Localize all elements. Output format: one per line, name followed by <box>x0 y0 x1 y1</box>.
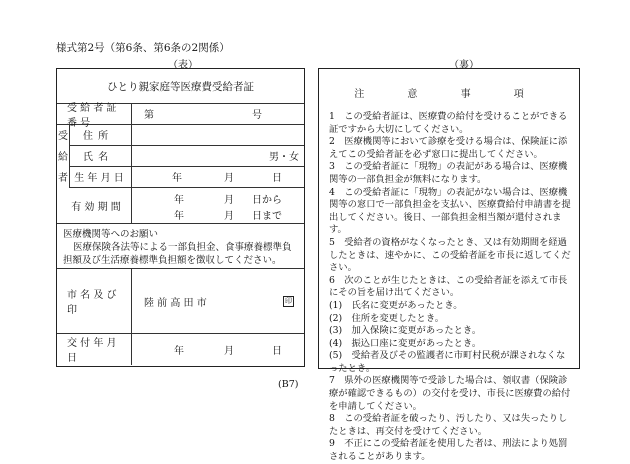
note-6-3: (3) 加入保険に変更があったとき。 <box>329 325 482 337</box>
certificate-front <box>56 68 305 367</box>
notes-title: 注 意 事 項 <box>354 89 544 100</box>
recipient-number-label: 受 給 者 証 番 号 <box>57 103 132 124</box>
name-label: 氏 名 <box>69 145 132 166</box>
birth-date-row: 生 年 月 日 年 月 日 <box>69 166 304 188</box>
recipient-number-row <box>57 102 304 129</box>
note-5: 5 受給者の資格がなくなったとき、又は有効期間を経過したときは、速やかに、この受給者証を市長に返してください。 <box>329 236 571 274</box>
recipient-number-prefix: 第 <box>144 110 154 121</box>
validity-to: 日まで <box>252 211 282 222</box>
name-row <box>69 145 304 167</box>
front-side-label: （表） <box>168 60 198 71</box>
certificate-title: ひとり親家庭等医療費受給者証 <box>57 69 304 104</box>
gender-choice: 男・女 <box>269 152 299 163</box>
notes-list <box>329 111 571 464</box>
form-code: (B7) <box>278 379 299 390</box>
notice-text: 医療保険各法等による一部負担金、食事療養標準負担額及び生活療養標準負担額を徴収してください。 <box>63 242 292 266</box>
note-9: 9 不正にこの受給者証を使用した者は、刑法により処罰されることがあります。 <box>329 438 568 463</box>
note-6-1: (1) 氏名に変更があったとき。 <box>329 299 463 311</box>
city-name: 陸 前 高 田 市 <box>144 297 207 309</box>
note-4: 4 この受給者証に「現物」の表記がない場合は、医療機関等の窓口で一部負担金を支払い、医療費給付申請書を提出してください。後日、一部負担金相当額が還付されます。 <box>329 186 571 236</box>
note-7: 7 県外の医療機関等で受診した場合は、領収書（保険診療が確認できるもの）の交付を受け、市長に医療費の給付を申請してください。 <box>329 375 571 412</box>
city-seal-label: 市 名 及 び 印 <box>57 269 132 333</box>
note-6-5: (5) 受給者及びその監護者に市町村民税が課されなくなったとき。 <box>329 350 566 374</box>
note-6: 6 次のことが生じたときは、この受給者証を添えて市長にその旨を届け出てください。 <box>329 274 568 299</box>
back-side-label: （裏） <box>449 60 479 71</box>
note-3: 3 この受給者証に「現物」の表記がある場合は、医療機関等の一部負担金が無料になります。 <box>329 161 568 185</box>
recipient-vertical-label: 受 給 者 <box>57 124 70 187</box>
note-1: 1 この受給者証は、医療費の給付を受けることができる証ですから大切にしてください。 <box>329 111 568 135</box>
note-6-2: (2) 住所を変更したとき。 <box>329 312 445 324</box>
form-number: 様式第2号（第6条、第6条の2関係） <box>56 42 230 54</box>
recipient-number-suffix: 号 <box>252 110 262 121</box>
validity-from: 日から <box>252 195 282 206</box>
note-8: 8 この受給者証を破ったり、汚したり、又は失ったりしたときは、再交付を受けてください。 <box>329 413 568 437</box>
certificate-back <box>318 68 580 463</box>
validity-label: 有 効 期 間 <box>57 187 132 223</box>
notice-title: 医療機関等へのお願い <box>63 229 159 240</box>
birth-date-label: 生 年 月 日 <box>69 166 132 187</box>
address-row <box>69 124 304 146</box>
medical-institution-notice <box>57 223 304 269</box>
address-label: 住 所 <box>69 124 132 145</box>
validity-row: 有 効 期 間 年 月 日から 年 月 日まで <box>57 187 304 224</box>
city-seal-row <box>57 269 304 334</box>
issue-date-label: 交 付 年 月 日 <box>57 333 132 365</box>
note-2: 2 医療機関等において診療を受ける場合は、保険証に添えてこの受給者証を必ず窓口に提出してください。 <box>329 136 568 160</box>
issue-date-row: 交 付 年 月 日 年 月 日 <box>57 333 304 365</box>
seal-stamp: 印 <box>285 296 292 305</box>
note-6-4: (4) 振込口座に変更があったとき。 <box>329 337 482 349</box>
